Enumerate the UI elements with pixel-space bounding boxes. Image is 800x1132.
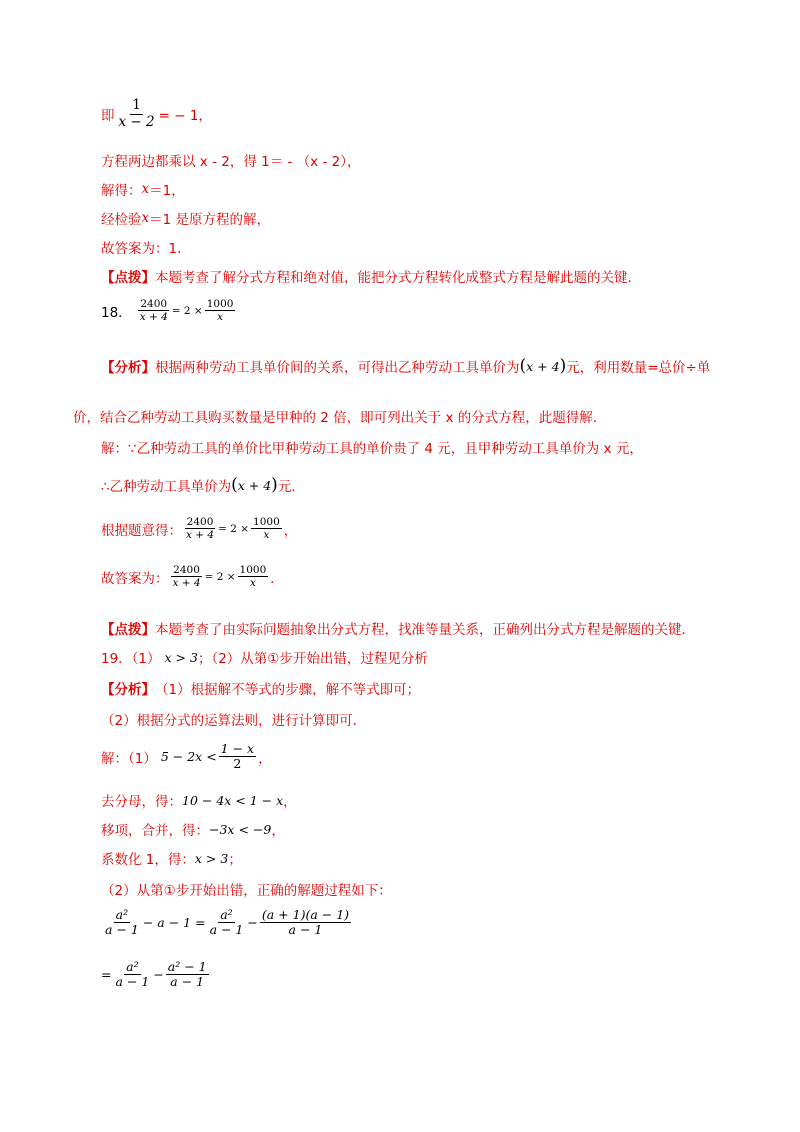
fraction bbox=[238, 564, 269, 589]
fraction bbox=[205, 298, 236, 323]
line-answer bbox=[101, 237, 191, 257]
fraction-numerator: a² bbox=[220, 907, 233, 922]
line-analysis-18-cont bbox=[73, 406, 606, 426]
text-answer: 故答案为：1． bbox=[101, 241, 191, 257]
text-answer-post: ． bbox=[270, 570, 284, 587]
tag-point: 【点拨】 bbox=[101, 270, 155, 286]
fraction-numerator: a² bbox=[115, 907, 129, 922]
text-solve-post: ＝1， bbox=[149, 183, 185, 199]
paren-open: ( bbox=[519, 356, 527, 376]
fraction bbox=[251, 516, 282, 541]
fraction-numerator: 2400 bbox=[173, 564, 200, 576]
fraction-denominator: a − 1 bbox=[170, 974, 205, 990]
fraction-denominator: 2 bbox=[233, 756, 242, 772]
line-step-2 bbox=[101, 819, 285, 839]
fraction-numerator: a² − 1 bbox=[167, 959, 207, 974]
math-expr: x > 3 bbox=[164, 649, 198, 665]
fraction bbox=[184, 516, 216, 541]
line-multiply bbox=[101, 150, 360, 170]
question-19-header bbox=[101, 647, 428, 667]
line-check bbox=[101, 208, 270, 228]
text-point: 本题考查了解分式方程和绝对值，能把分式方程转化成整式方程是解此题的关键． bbox=[155, 270, 641, 286]
line-solution-18-2 bbox=[101, 475, 305, 495]
line-point-17 bbox=[101, 266, 641, 286]
tag-point: 【点拨】 bbox=[101, 622, 155, 638]
text-multiply: 方程两边都乘以 x - 2，得 1＝ - （x - 2）， bbox=[101, 154, 361, 170]
equation-mid: − a − 1 = bbox=[142, 915, 206, 931]
text-analysis: 根据两种劳动工具单价间的关系，可得出乙种劳动工具单价为 bbox=[155, 360, 520, 376]
text-check-pre: 经检验 bbox=[101, 212, 142, 228]
text-analysis: （2）根据分式的运算法则，进行计算即可． bbox=[101, 713, 367, 729]
math-expr: x > 3 bbox=[194, 850, 229, 866]
text-solution-post: 元． bbox=[277, 479, 305, 495]
fraction-numerator: (a + 1)(a − 1) bbox=[261, 907, 350, 922]
text-solution-pre: ∴乙种劳动工具单价为 bbox=[101, 479, 232, 495]
text-step-pre: 系数化 1，得： bbox=[101, 852, 195, 868]
math-expr: x + 4 bbox=[237, 477, 272, 493]
text-check-var: x bbox=[141, 210, 150, 226]
fraction bbox=[171, 564, 203, 589]
fraction-numerator: 1000 bbox=[206, 298, 234, 310]
text-solve-var: x bbox=[141, 181, 150, 197]
text-solution: 解：∵乙种劳动工具的单价比甲种劳动工具的单价贵了 4 元，且甲种劳动工具单价为 x 元， bbox=[101, 441, 643, 457]
line-ji bbox=[101, 98, 212, 130]
line-analysis-18 bbox=[101, 356, 710, 376]
text-answer-pre: 故答案为： bbox=[101, 570, 169, 587]
equals-sign: = bbox=[101, 967, 112, 983]
line-analysis-19-2 bbox=[101, 709, 366, 729]
fraction-denominator: a − 1 bbox=[115, 974, 150, 990]
text-analysis-cont: 价，结合乙种劳动工具购买数量是甲种的 2 倍，即可列出关于 x 的分式方程，此题得解． bbox=[73, 410, 607, 426]
line-part-2 bbox=[101, 879, 392, 899]
equation-mid: − bbox=[153, 967, 164, 983]
line-expression-1 bbox=[101, 908, 353, 938]
fraction bbox=[138, 298, 170, 323]
fraction-denominator: x + 4 bbox=[139, 311, 168, 324]
fraction-numerator: 1 bbox=[132, 97, 141, 113]
text-analysis: （1）根据解不等式的步骤，解不等式即可； bbox=[155, 682, 421, 698]
line-point-18 bbox=[101, 618, 695, 638]
fraction bbox=[260, 908, 351, 938]
fraction bbox=[219, 742, 256, 772]
line-solution-19-1 bbox=[101, 742, 272, 772]
paren-close: ) bbox=[271, 475, 278, 495]
paren-open: ( bbox=[231, 475, 238, 495]
text-head-post: ；（2）从第①步开始出错，过程见分析 bbox=[197, 651, 428, 667]
equation-mid: = 2 × bbox=[204, 570, 236, 583]
fraction-denominator: x bbox=[263, 529, 270, 542]
line-solution-18-1 bbox=[101, 437, 643, 457]
text-step-post: ， bbox=[283, 794, 297, 810]
text-solve-pre: 解得： bbox=[101, 183, 142, 199]
fraction-denominator: a − 1 bbox=[105, 922, 139, 938]
line-solve bbox=[101, 179, 185, 199]
fraction-numerator: 1000 bbox=[253, 516, 280, 528]
equation-mid: = 2 × bbox=[171, 304, 203, 317]
fraction bbox=[166, 960, 209, 990]
fraction bbox=[208, 908, 246, 938]
fraction-numerator: 1000 bbox=[239, 564, 267, 576]
line-analysis-19-1 bbox=[101, 678, 420, 698]
text-point: 本题考查了由实际问题抽象出分式方程，找准等量关系，正确列出分式方程是解题的关键． bbox=[155, 622, 695, 638]
text-analysis-end: 元，利用数量=总价÷单 bbox=[566, 360, 711, 376]
text-solution-post: ， bbox=[283, 522, 298, 539]
line-step-1 bbox=[101, 790, 297, 810]
fraction-denominator: a − 1 bbox=[288, 922, 323, 938]
text-prefix: 即 bbox=[101, 108, 115, 125]
fraction bbox=[117, 98, 157, 130]
fraction-denominator: x + 4 bbox=[186, 529, 215, 542]
text-solution-pre: 解：（1） bbox=[101, 750, 157, 767]
math-expr: 5 − 2x < bbox=[160, 749, 217, 765]
equation-mid: = 2 × bbox=[218, 522, 250, 535]
tag-analysis: 【分析】 bbox=[101, 360, 155, 376]
text-part-2: （2）从第①步开始出错，正确的解题过程如下： bbox=[101, 883, 392, 899]
text-step-pre: 移项，合并，得： bbox=[101, 823, 209, 839]
text-step-pre: 去分母，得： bbox=[101, 794, 182, 810]
fraction-denominator: a − 1 bbox=[209, 922, 244, 938]
line-solution-18-3 bbox=[101, 516, 297, 541]
math-expr: 10 − 4x < 1 − x bbox=[182, 792, 284, 808]
equation-tail: = − 1， bbox=[158, 108, 212, 125]
math-expr: x + 4 bbox=[526, 358, 560, 374]
line-step-3 bbox=[101, 848, 242, 868]
fraction bbox=[113, 960, 151, 990]
fraction-denominator: x + 4 bbox=[172, 577, 201, 590]
fraction-numerator: 1 − x bbox=[220, 741, 255, 756]
text-step-post: ； bbox=[228, 852, 242, 868]
fraction bbox=[103, 908, 141, 938]
line-expression-2 bbox=[101, 960, 211, 990]
math-expr: −3x < −9 bbox=[209, 821, 272, 837]
tag-analysis: 【分析】 bbox=[101, 682, 155, 698]
question-number: 18． bbox=[101, 304, 132, 321]
fraction-denominator: x bbox=[217, 311, 224, 324]
text-check-post: ＝1 是原方程的解， bbox=[149, 212, 271, 228]
fraction-denominator: x − 2 bbox=[118, 113, 155, 130]
fraction-numerator: 2400 bbox=[186, 516, 214, 528]
fraction-denominator: x bbox=[249, 577, 256, 590]
text-head-pre: 19．（1） bbox=[101, 651, 161, 667]
equation-mid: − bbox=[247, 915, 258, 931]
text-solution-pre: 根据题意得： bbox=[101, 522, 182, 539]
line-answer-18 bbox=[101, 564, 284, 589]
text-solution-post: ， bbox=[258, 750, 272, 767]
text-step-post: ， bbox=[271, 823, 285, 839]
fraction-numerator: a² bbox=[126, 959, 139, 974]
paren-close: ) bbox=[559, 356, 567, 376]
fraction-numerator: 2400 bbox=[140, 298, 168, 310]
question-18-header bbox=[101, 298, 237, 323]
